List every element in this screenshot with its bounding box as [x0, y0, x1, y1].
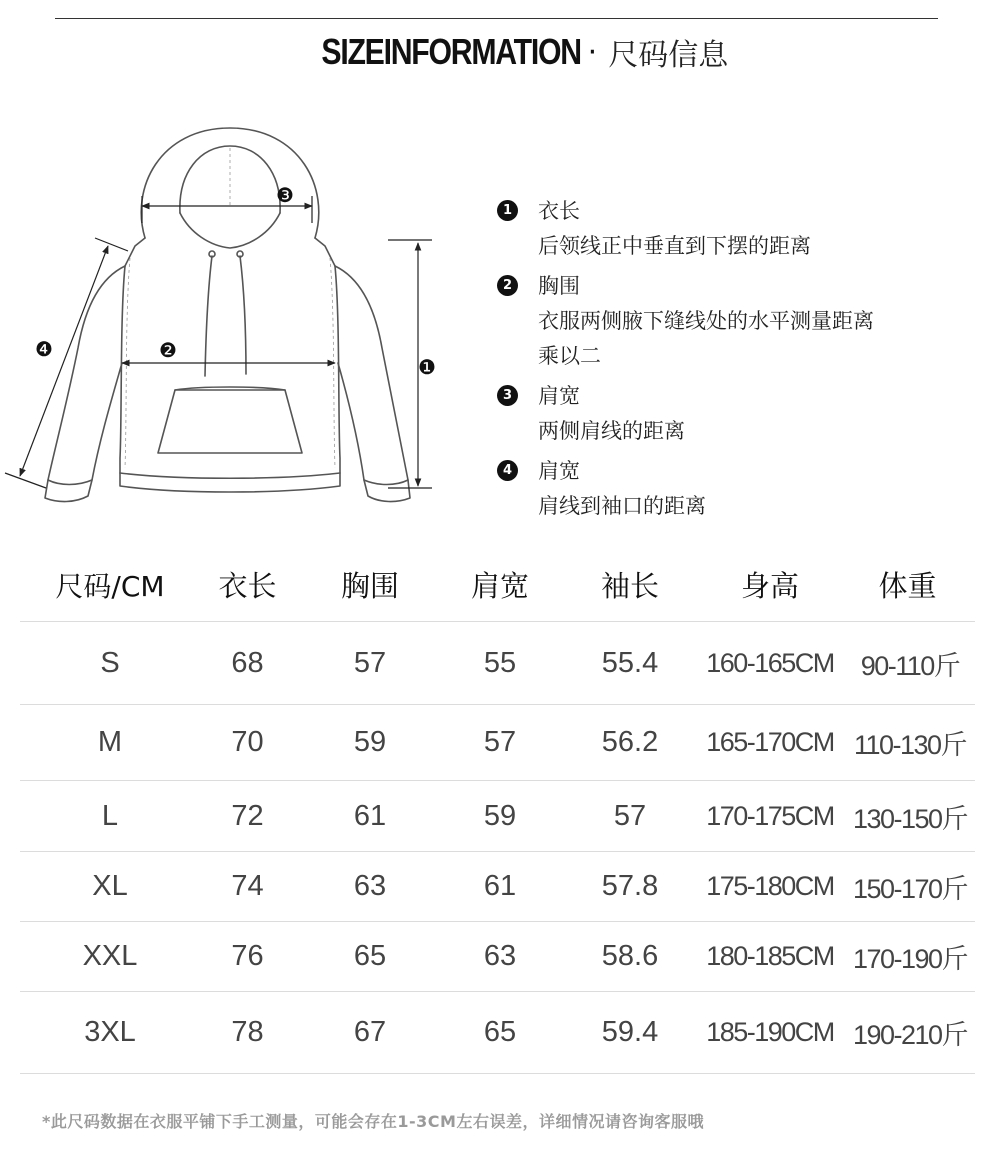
length-marker: ❶ — [418, 355, 436, 379]
cell-shoulder: 55 — [483, 646, 517, 679]
cell-shoulder: 65 — [483, 1016, 517, 1048]
legend-title: 衣长 — [538, 199, 580, 223]
chest-marker: ❷ — [159, 338, 177, 362]
legend-description: 肩线到袖口的距离 — [538, 494, 706, 518]
cell-shoulder: 63 — [483, 940, 517, 972]
cell-length: 68 — [231, 646, 264, 679]
cell-size: L — [101, 799, 119, 832]
table-row — [20, 705, 975, 781]
page-title — [0, 30, 1000, 74]
cell-sleeve: 59.4 — [601, 1016, 659, 1048]
cell-chest: 57 — [353, 646, 387, 679]
cell-chest: 59 — [353, 726, 387, 758]
cell-size: S — [100, 646, 120, 679]
cell-shoulder: 61 — [483, 870, 517, 902]
cell-weight: 90-110斤 — [860, 650, 960, 681]
cell-length: 74 — [231, 870, 264, 902]
cell-size: XL — [92, 870, 128, 902]
cell-shoulder: 59 — [483, 799, 517, 832]
cell-weight: 110-130斤 — [853, 730, 967, 760]
cell-sleeve: 57 — [613, 799, 647, 832]
cell-chest: 63 — [353, 870, 387, 902]
legend-number-2: 2 — [497, 275, 518, 296]
cell-weight: 130-150斤 — [852, 803, 968, 834]
page-title-separator: · — [587, 34, 598, 70]
sleeve-measure-line — [20, 246, 108, 476]
header-length: 衣长 — [218, 569, 277, 603]
legend-title: 胸围 — [538, 274, 580, 298]
cell-height: 160-165CM — [706, 647, 834, 678]
header-sleeve: 袖长 — [600, 569, 659, 603]
header-size: 尺码/CM — [55, 569, 165, 603]
cell-chest: 65 — [353, 940, 387, 972]
table-row — [20, 852, 975, 922]
cell-length: 70 — [231, 726, 264, 758]
table-row — [20, 622, 975, 705]
measurement-footnote: *此尺码数据在衣服平铺下手工测量，可能会存在1-3CM左右误差，详细情况请咨询客服哦 — [42, 1112, 704, 1131]
measurement-legend — [497, 193, 917, 528]
page-title-english: SIZEINFORMATION — [321, 31, 581, 72]
cell-sleeve: 56.2 — [601, 726, 659, 758]
legend-item-sleeve — [497, 453, 917, 524]
sleeve-marker: ❹ — [35, 337, 53, 361]
header-height: 身高 — [740, 569, 799, 603]
legend-description: 衣服两侧腋下缝线处的水平测量距离乘以二 — [538, 309, 874, 368]
cell-sleeve: 57.8 — [601, 870, 659, 902]
cell-length: 76 — [231, 940, 264, 972]
table-row — [20, 922, 975, 992]
shoulder-marker: ❸ — [276, 183, 294, 207]
legend-item-chest — [497, 268, 917, 374]
hoodie-outline — [45, 128, 410, 502]
size-table — [20, 548, 975, 1074]
table-row — [20, 781, 975, 852]
legend-number-4: 4 — [497, 460, 518, 481]
table-header-row — [20, 548, 975, 622]
legend-number-1: 1 — [497, 200, 518, 221]
legend-title: 肩宽 — [538, 459, 580, 483]
legend-description: 两侧肩线的距离 — [538, 419, 685, 443]
cell-height: 180-185CM — [706, 941, 834, 971]
table-row — [20, 992, 975, 1074]
cell-weight: 150-170斤 — [852, 874, 968, 904]
cell-shoulder: 57 — [483, 726, 517, 758]
cell-length: 78 — [231, 1016, 264, 1048]
page-title-chinese: 尺码信息 — [608, 38, 729, 73]
cell-height: 170-175CM — [706, 800, 834, 831]
legend-title: 肩宽 — [538, 384, 580, 408]
header-shoulder: 肩宽 — [470, 569, 529, 603]
legend-item-shoulder — [497, 378, 917, 449]
cell-height: 185-190CM — [706, 1017, 834, 1047]
cell-size: 3XL — [84, 1016, 136, 1048]
legend-description: 后领线正中垂直到下摆的距离 — [538, 234, 811, 258]
header-chest: 胸围 — [340, 569, 399, 603]
legend-number-3: 3 — [497, 385, 518, 406]
cell-size: M — [97, 726, 123, 758]
cell-size: XXL — [82, 940, 138, 972]
cell-length: 72 — [231, 799, 264, 832]
cell-chest: 61 — [353, 799, 387, 832]
hoodie-diagram — [0, 118, 450, 518]
cell-chest: 67 — [353, 1016, 387, 1048]
cell-height: 175-180CM — [706, 871, 834, 901]
cell-weight: 190-210斤 — [852, 1020, 968, 1050]
header-weight: 体重 — [878, 569, 937, 603]
cell-sleeve: 55.4 — [601, 646, 659, 679]
hoodie-seams — [125, 148, 335, 468]
cell-height: 165-170CM — [706, 727, 834, 757]
legend-item-length — [497, 193, 917, 264]
measure-lines — [5, 196, 432, 488]
cell-weight: 170-190斤 — [852, 944, 968, 974]
cell-sleeve: 58.6 — [601, 940, 659, 972]
top-divider — [55, 18, 938, 19]
